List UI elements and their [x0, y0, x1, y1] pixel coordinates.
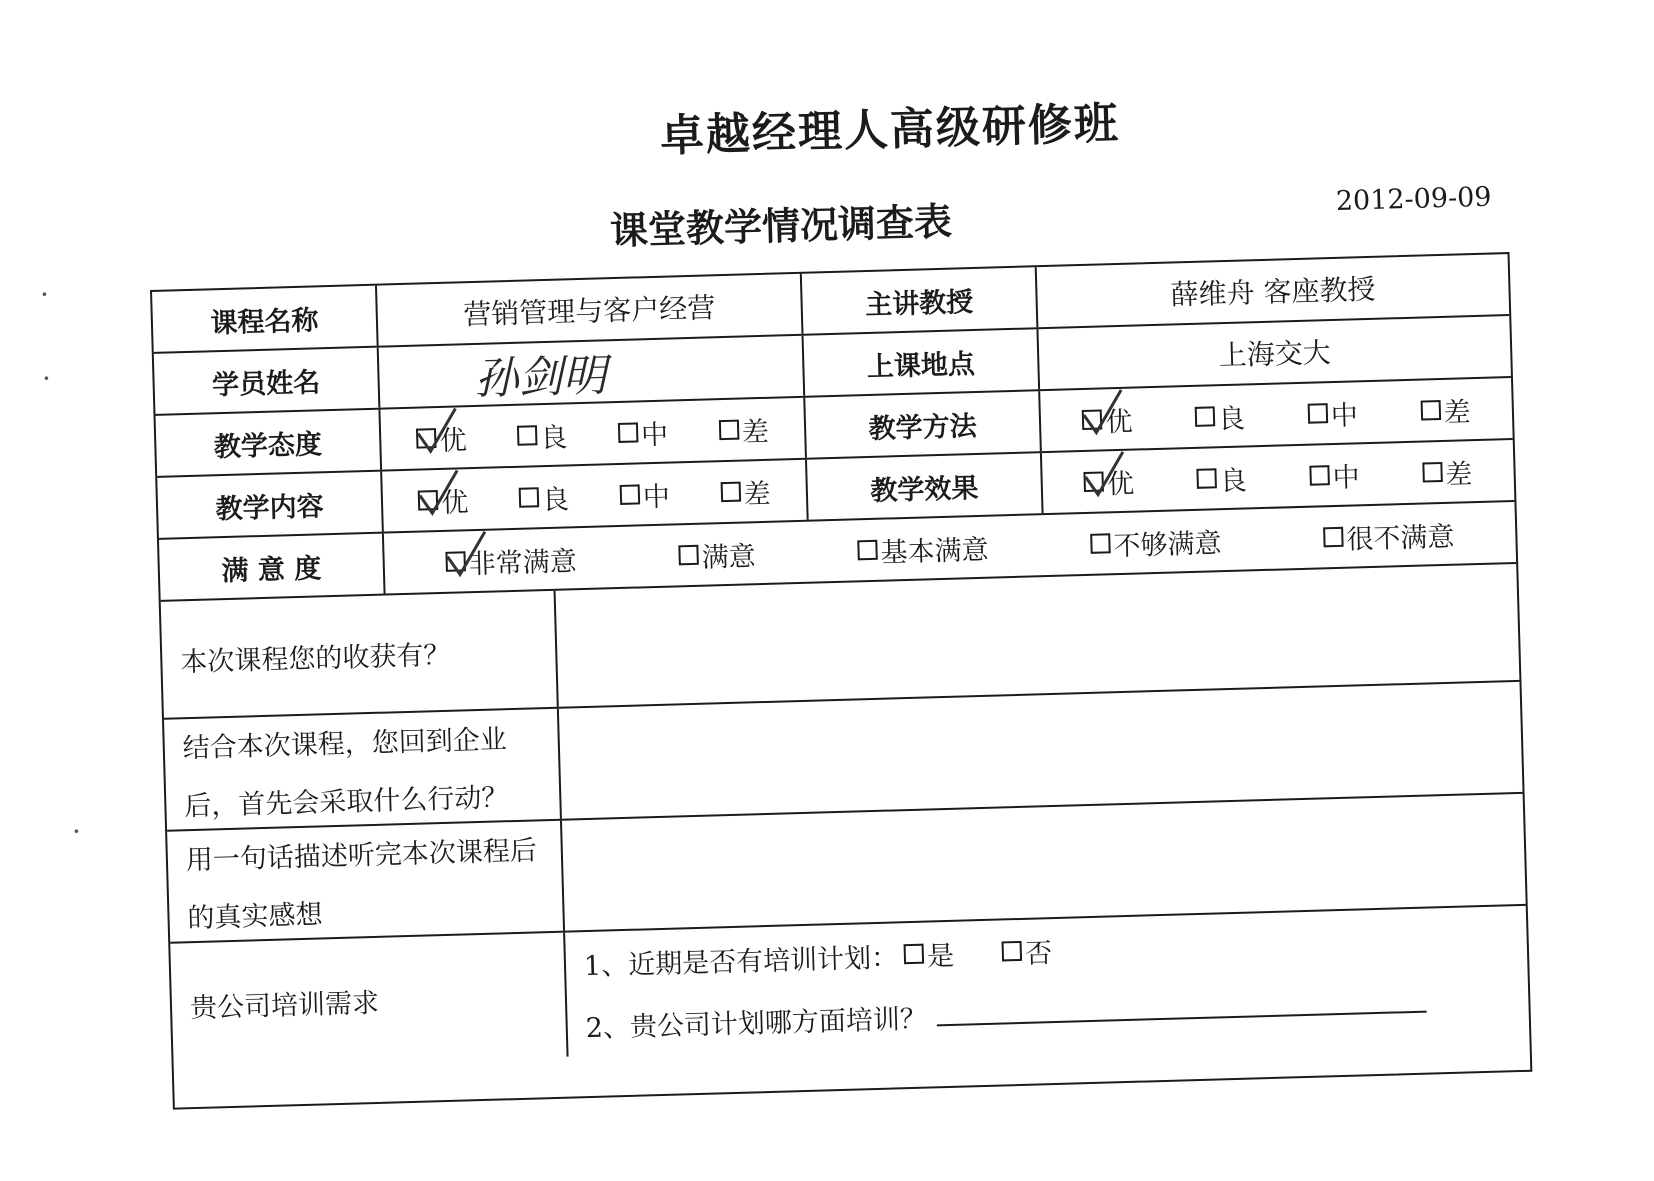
checkmark-icon	[443, 527, 490, 580]
method-label: 教学方法	[805, 391, 1042, 458]
checkbox-icon[interactable]	[620, 484, 641, 505]
method-options	[1040, 378, 1512, 451]
checkbox-icon[interactable]	[718, 420, 739, 441]
option-label: 中	[640, 419, 669, 451]
effect-option-fair[interactable]	[1309, 455, 1360, 495]
question-action: 结合本次课程，您回到企业后，首先会采取什么行动？	[182, 724, 509, 823]
location-value: 上海交大	[1218, 336, 1332, 373]
checkbox-icon[interactable]	[1197, 468, 1218, 489]
option-label: 不够满意	[1113, 527, 1222, 562]
option-label: 差	[1443, 396, 1471, 429]
student-name-handwriting: 孙剑明	[473, 350, 608, 405]
attitude-option-fair[interactable]	[618, 412, 669, 452]
option-label: 基本满意	[880, 534, 990, 569]
training-needs-cell	[565, 906, 1529, 1057]
option-label: 差	[741, 416, 770, 449]
question-feeling: 用一句话描述听完本次课程后的真实感想	[185, 835, 538, 935]
checkmark-icon	[414, 404, 461, 457]
option-label: 良	[539, 421, 568, 454]
content-options	[382, 460, 809, 532]
checkbox-icon[interactable]	[618, 422, 639, 443]
training-area-label: 2、贵公司计划哪方面培训？	[585, 1003, 928, 1044]
checkbox-icon[interactable]	[1195, 406, 1216, 427]
effect-options	[1042, 440, 1514, 513]
student-name-label: 学员姓名	[154, 348, 381, 414]
checkbox-icon[interactable]	[1309, 465, 1330, 486]
satisfaction-option-very-satisfied[interactable]	[445, 539, 577, 582]
content-option-poor[interactable]	[720, 471, 771, 511]
option-label: 良	[1219, 464, 1248, 497]
method-option-good[interactable]	[1195, 396, 1246, 436]
checkbox-icon[interactable]	[1422, 462, 1443, 483]
checkbox-icon[interactable]	[1002, 941, 1023, 962]
checkbox-icon[interactable]	[519, 487, 540, 508]
checkbox-icon[interactable]	[678, 545, 699, 566]
checkbox-icon[interactable]	[720, 482, 741, 503]
satisfaction-label: 满 意 度	[159, 534, 386, 600]
content-option-excellent[interactable]	[418, 480, 469, 520]
form-title: 课堂教学情况调查表	[609, 199, 953, 253]
option-label: 满意	[701, 540, 757, 574]
form-date: 2012-09-09	[1335, 181, 1492, 217]
scan-speck: ·	[42, 362, 51, 395]
checkmark-icon	[415, 466, 462, 519]
scan-speck: ·	[72, 815, 81, 848]
checkbox-icon[interactable]	[857, 540, 878, 561]
checkbox-icon[interactable]	[1323, 527, 1344, 548]
option-label: 优	[1106, 468, 1135, 500]
checkmark-icon	[1079, 385, 1126, 438]
survey-table	[150, 252, 1532, 1110]
checkbox-icon[interactable]	[1308, 403, 1329, 424]
option-label: 优	[441, 486, 469, 519]
scan-speck: ·	[40, 278, 49, 311]
checkbox-icon[interactable]	[904, 944, 925, 965]
training-needs-label-cell	[170, 933, 568, 1068]
course-name-label: 课程名称	[152, 286, 379, 352]
question-action-cell	[164, 709, 562, 830]
option-label: 良	[541, 483, 570, 516]
effect-option-good[interactable]	[1196, 458, 1247, 498]
method-option-fair[interactable]	[1307, 393, 1358, 433]
content-option-fair[interactable]	[619, 474, 670, 514]
lecturer-label: 主讲教授	[802, 267, 1039, 334]
attitude-label: 教学态度	[156, 410, 383, 476]
location-label: 上课地点	[804, 329, 1041, 396]
option-label: 差	[1444, 458, 1473, 491]
option-label: 是	[926, 940, 955, 973]
satisfaction-option-basically-satisfied[interactable]	[857, 527, 989, 570]
attitude-option-good[interactable]	[517, 415, 568, 455]
option-label: 中	[642, 481, 671, 513]
training-plan-label: 1、近期是否有培训计划：	[583, 941, 899, 982]
question-gains: 本次课程您的收获有？	[179, 639, 451, 679]
effect-option-poor[interactable]	[1422, 452, 1473, 492]
question-gains-cell	[161, 591, 559, 718]
option-label: 很不满意	[1346, 521, 1455, 556]
satisfaction-option-not-satisfied[interactable]	[1090, 521, 1222, 564]
method-option-poor[interactable]	[1420, 390, 1471, 430]
effect-label: 教学效果	[807, 453, 1044, 520]
training-needs-label: 贵公司培训需求	[189, 987, 380, 1025]
checkmark-icon	[1081, 447, 1128, 500]
option-label: 中	[1330, 399, 1359, 432]
attitude-option-excellent[interactable]	[416, 418, 467, 458]
page-title: 卓越经理人高级研修班	[659, 98, 1121, 162]
content-label: 教学内容	[157, 472, 384, 538]
lecturer-value: 薛维舟 客座教授	[1170, 272, 1376, 312]
student-name-field	[379, 336, 806, 408]
effect-option-excellent[interactable]	[1084, 461, 1135, 501]
option-label: 优	[439, 424, 468, 457]
content-option-good[interactable]	[519, 477, 570, 517]
training-plan-no[interactable]	[1001, 931, 1052, 971]
option-label: 优	[1105, 406, 1133, 438]
attitude-options	[380, 398, 807, 470]
attitude-option-poor[interactable]	[718, 409, 769, 449]
course-name-value: 营销管理与客户经营	[377, 274, 804, 346]
method-option-excellent[interactable]	[1082, 399, 1133, 439]
option-label: 良	[1217, 402, 1246, 435]
option-label: 非常满意	[468, 545, 578, 580]
option-label: 差	[743, 478, 771, 511]
checkbox-icon[interactable]	[1420, 400, 1441, 421]
training-plan-yes[interactable]	[903, 933, 954, 973]
question-feeling-cell	[167, 821, 565, 942]
satisfaction-option-very-unsatisfied[interactable]	[1323, 514, 1455, 557]
checkbox-icon[interactable]	[1090, 533, 1111, 554]
option-label: 中	[1332, 461, 1361, 494]
training-needs-list	[565, 909, 1427, 1057]
satisfaction-option-satisfied[interactable]	[678, 534, 756, 575]
checkbox-icon[interactable]	[517, 425, 538, 446]
option-label: 否	[1024, 937, 1053, 970]
training-area-blank[interactable]	[936, 991, 1426, 1027]
